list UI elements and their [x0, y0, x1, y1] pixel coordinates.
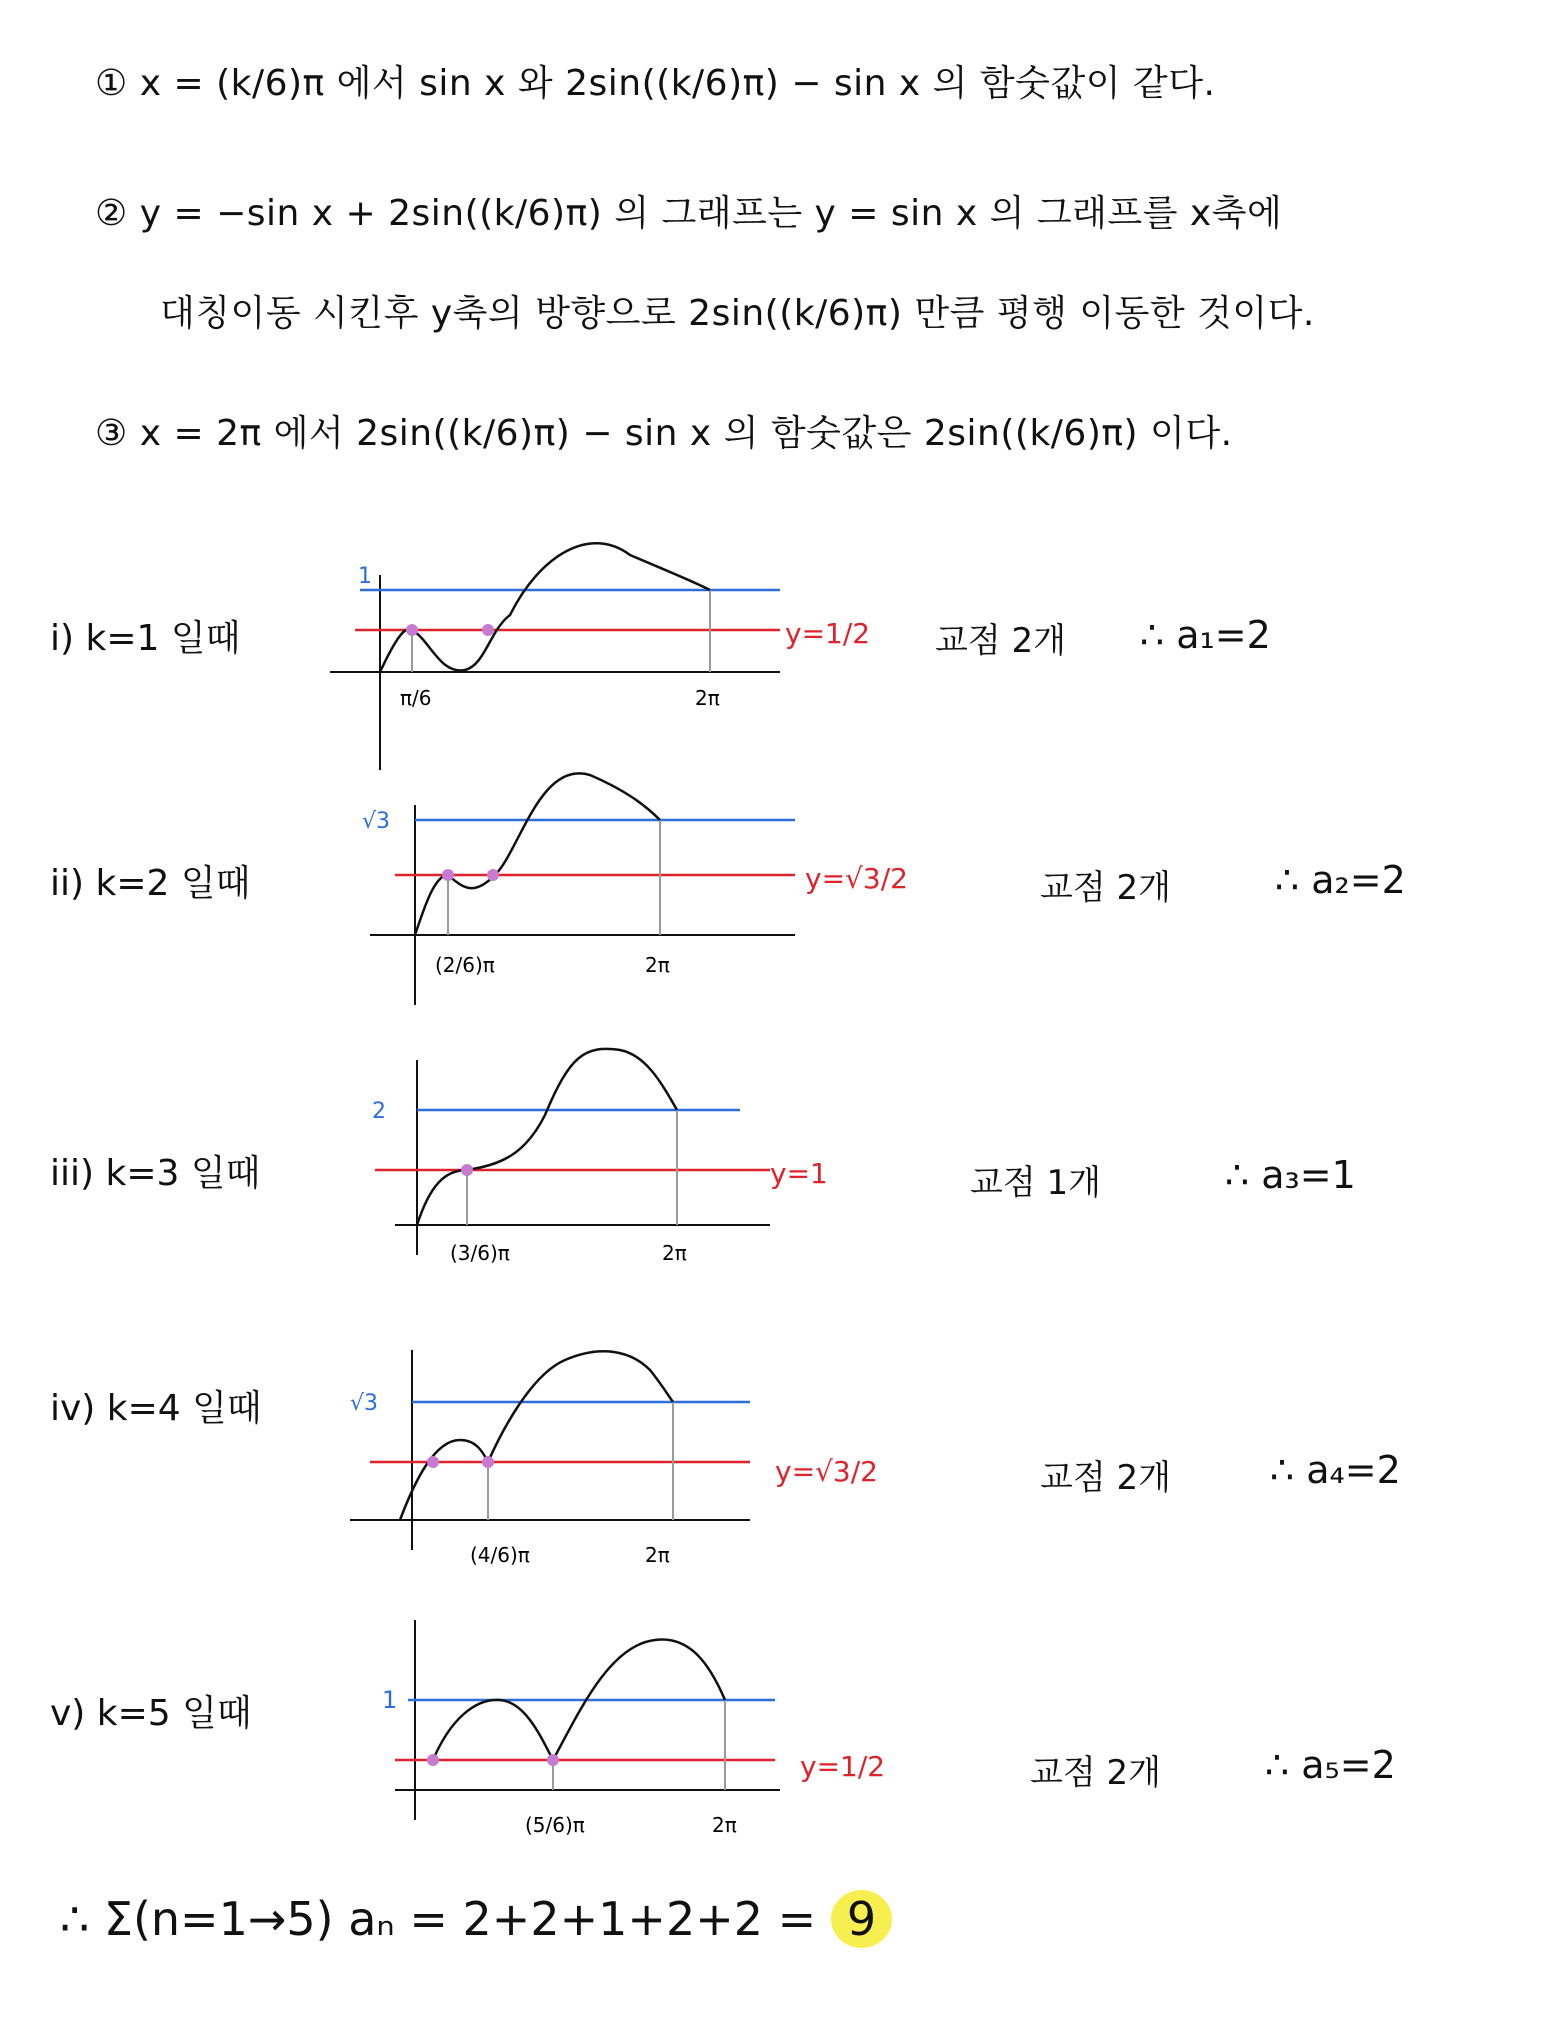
end-label: 2π	[712, 1813, 737, 1837]
curve	[417, 1049, 677, 1225]
case-label: iii) k=3 일때	[50, 1153, 261, 1194]
intersection-count: 교점 2개	[1030, 1753, 1161, 1793]
intersection-point	[427, 1754, 439, 1766]
answer: ∴ a₂=2	[1275, 858, 1406, 902]
blue-value-label: √3	[350, 1391, 379, 1416]
case-k5	[0, 1610, 1547, 1870]
case-k3	[0, 1045, 1547, 1305]
case-label: ii) k=2 일때	[50, 863, 251, 904]
statement-2-cont: 대칭이동 시킨후 y축의 방향으로 2sin((k/6)π) 만큼 평행 이동한 것이다.	[160, 293, 1315, 334]
intersection-point	[482, 624, 494, 636]
intersection-point	[461, 1164, 473, 1176]
answer: ∴ a₁=2	[1140, 613, 1271, 657]
blue-value-label: 1	[382, 1686, 398, 1714]
intersection-point	[547, 1754, 559, 1766]
case-label: v) k=5 일때	[50, 1693, 252, 1734]
final-result-highlight: 9	[831, 1890, 892, 1948]
graph-k2	[300, 780, 820, 1040]
end-label: 2π	[662, 1241, 687, 1265]
intersection-point	[406, 624, 418, 636]
end-label: 2π	[695, 686, 720, 710]
red-line-label: y=1/2	[800, 1750, 886, 1783]
intersection-point	[487, 869, 499, 881]
answer: ∴ a₄=2	[1270, 1448, 1401, 1492]
end-label: 2π	[645, 953, 670, 977]
final-sum	[60, 1890, 892, 1948]
statement-2: ② y = −sin x + 2sin((k/6)π) 의 그래프는 y = sin x 의 그래프를 x축에	[95, 193, 1283, 234]
case-label: iv) k=4 일때	[50, 1388, 262, 1429]
mark-label: (4/6)π	[470, 1543, 530, 1567]
intersection-count: 교점 2개	[1040, 1458, 1171, 1498]
statement-3: ③ x = 2π 에서 2sin((k/6)π) − sin x 의 함숫값은 2sin((k/6)π) 이다.	[95, 413, 1233, 454]
case-label: i) k=1 일때	[50, 618, 241, 659]
intersection-point	[427, 1456, 439, 1468]
curve	[380, 543, 710, 672]
intersection-count: 교점 2개	[935, 621, 1066, 661]
intersection-count: 교점 1개	[970, 1163, 1101, 1203]
intersection-count: 교점 2개	[1040, 868, 1171, 908]
red-line-label: y=1/2	[785, 617, 871, 650]
case-k2	[0, 780, 1547, 1040]
intersection-point	[482, 1456, 494, 1468]
graph-k5	[300, 1610, 820, 1870]
blue-value-label: √3	[362, 809, 391, 834]
curve	[415, 773, 660, 935]
graph-k4	[300, 1340, 820, 1600]
final-sum-expression: ∴ Σ(n=1→5) aₙ = 2+2+1+2+2 =	[60, 1892, 817, 1946]
mark-label: (5/6)π	[525, 1813, 585, 1837]
graph-k3	[300, 1045, 820, 1305]
case-k4	[0, 1340, 1547, 1600]
case-k1	[0, 555, 1547, 815]
graph-k1	[300, 555, 820, 815]
blue-value-label: 1	[358, 564, 372, 589]
mark-label: (3/6)π	[450, 1241, 510, 1265]
statement-1: ① x = (k/6)π 에서 sin x 와 2sin((k/6)π) − sin x 의 함숫값이 같다.	[95, 63, 1216, 104]
end-label: 2π	[645, 1543, 670, 1567]
answer: ∴ a₅=2	[1265, 1743, 1396, 1787]
blue-value-label: 2	[372, 1099, 386, 1124]
red-line-label: y=1	[770, 1157, 828, 1190]
mark-label: (2/6)π	[435, 953, 495, 977]
mark-label: π/6	[400, 686, 432, 710]
answer: ∴ a₃=1	[1225, 1153, 1356, 1197]
red-line-label: y=√3/2	[775, 1455, 878, 1488]
curve	[400, 1351, 673, 1520]
intersection-point	[442, 869, 454, 881]
red-line-label: y=√3/2	[805, 862, 908, 895]
